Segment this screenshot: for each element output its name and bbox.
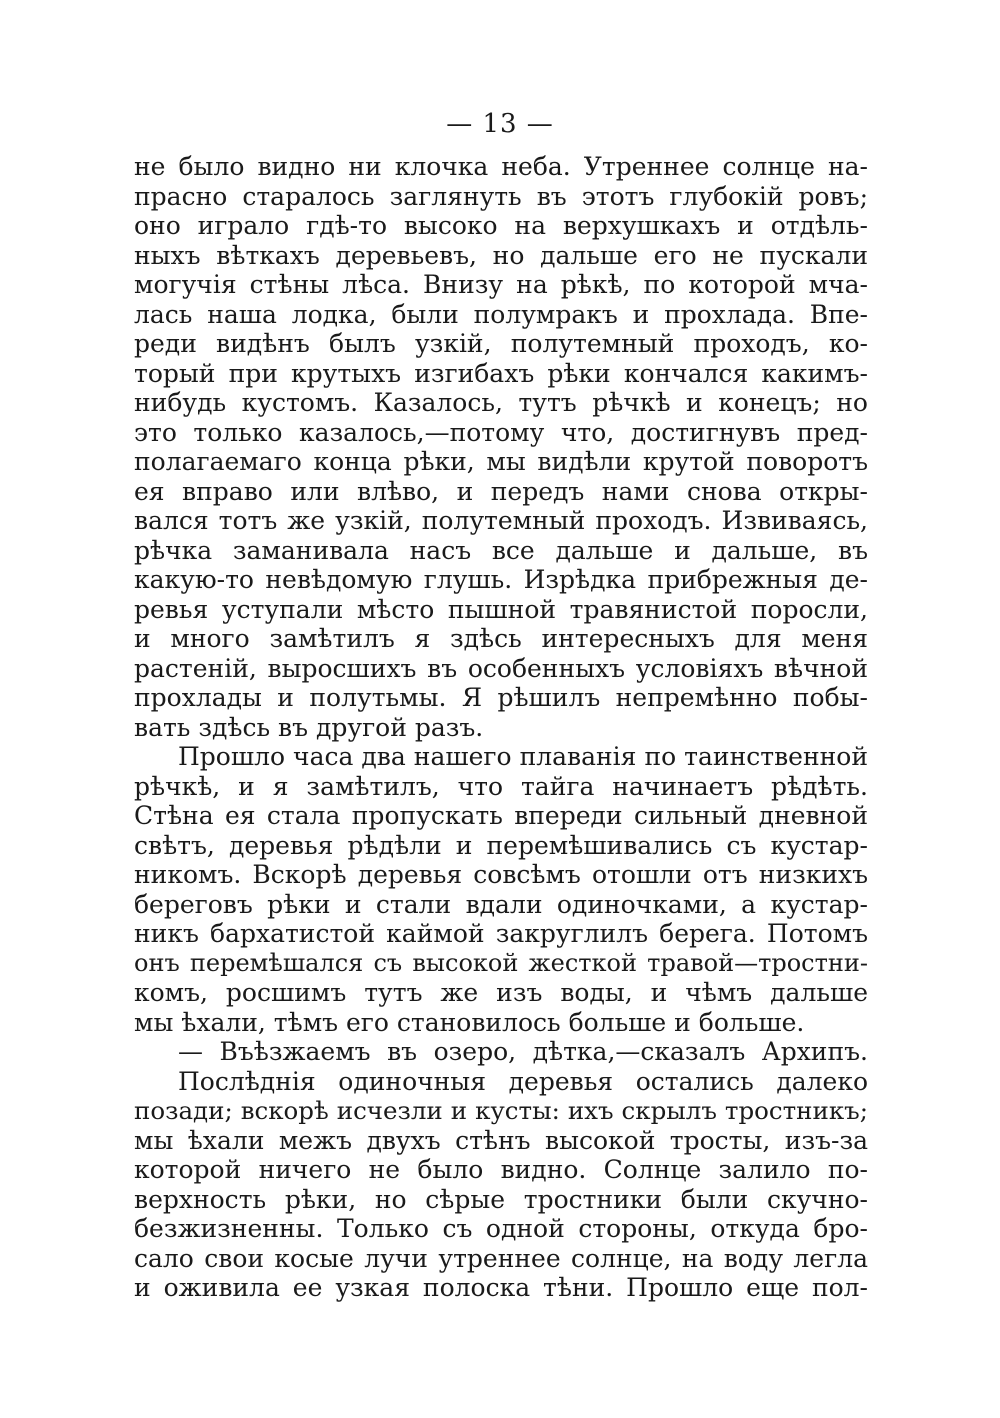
page-number: — 13 — xyxy=(446,109,554,139)
text-line: реди видѣнъ былъ узкій, полутемный проходъ, ко- xyxy=(134,329,868,358)
text-line: свѣтъ, деревья рѣдѣли и перемѣшивались съ кустар- xyxy=(134,830,868,860)
text-line: ныхъ вѣткахъ деревьевъ, но дальше его не пускали xyxy=(134,240,868,270)
text-line: растеній, выросшихъ въ особенныхъ условіяхъ вѣчной xyxy=(134,653,868,683)
text-line: мы ѣхали межъ двухъ стѣнъ высокой тросты, изъ-за xyxy=(134,1125,868,1155)
text-line: могучія стѣны лѣса. Внизу на рѣкѣ, по которой мча- xyxy=(134,270,868,299)
text-line: сало свои косые лучи утреннее солнце, на воду легла xyxy=(134,1243,868,1273)
text-line: лась наша лодка, были полумракъ и прохлада. Впе- xyxy=(134,299,868,329)
text-line: которой ничего не было видно. Солнце залило по- xyxy=(134,1155,868,1184)
text-line: оно играло гдѣ-то высоко на верхушкахъ и отдѣль- xyxy=(134,211,868,240)
text-line: и оживила ее узкая полоска тѣни. Прошло еще пол- xyxy=(134,1273,868,1302)
text-line: рѣчка заманивала насъ все дальше и дальше, въ xyxy=(134,535,868,565)
text-line: Стѣна ея стала пропускать впереди сильный дневной xyxy=(134,801,868,830)
text-line: прохлады и полутьмы. Я рѣшилъ непремѣнно побы- xyxy=(134,683,868,712)
text-line: позади; вскорѣ исчезли и кусты: ихъ скрылъ тростникъ; xyxy=(134,1096,868,1125)
text-line: нибудь кустомъ. Казалось, тутъ рѣчкѣ и конецъ; но xyxy=(134,388,868,417)
text-line: — Въѣзжаемъ въ озеро, дѣтка,—сказалъ Архипъ. xyxy=(178,1037,868,1066)
text-line: вался тотъ же узкій, полутемный проходъ. Извиваясь, xyxy=(134,506,868,535)
text-line: и много замѣтилъ я здѣсь интересныхъ для меня xyxy=(134,624,868,653)
text-line: рѣчкѣ, и я замѣтилъ, что тайга начинаетъ рѣдѣть. xyxy=(134,771,868,801)
text-line: ея вправо или влѣво, и передъ нами снова откры- xyxy=(134,476,868,506)
text-line: ревья уступали мѣсто пышной травянистой поросли, xyxy=(134,594,868,624)
text-line: береговъ рѣки и стали вдали одиночками, а кустар- xyxy=(134,889,868,919)
text-line: никомъ. Вскорѣ деревья совсѣмъ отошли отъ низкихъ xyxy=(134,860,868,889)
text-line: верхность рѣки, но сѣрые тростники были скучно- xyxy=(134,1184,868,1214)
text-line: мы ѣхали, тѣмъ его становилось больше и больше. xyxy=(134,1007,805,1037)
text-line: комъ, росшимъ тутъ же изъ воды, и чѣмъ дальше xyxy=(134,978,868,1007)
text-line: это только казалось,—потому что, достигнувъ пред- xyxy=(134,417,868,447)
body-text xyxy=(134,152,868,1303)
text-line: Послѣднія одиночныя деревья остались далеко xyxy=(178,1066,868,1096)
text-line: вать здѣсь въ другой разъ. xyxy=(134,712,484,742)
text-line: торый при крутыхъ изгибахъ рѣки кончался какимъ- xyxy=(134,358,868,388)
text-line: полагаемаго конца рѣки, мы видѣли крутой поворотъ xyxy=(134,447,868,476)
text-line: онъ перемѣшался съ высокой жесткой травой—тростни- xyxy=(134,948,868,977)
text-line: никъ бархатистой каймой закруглилъ берега. Потомъ xyxy=(134,919,868,948)
text-line: какую-то невѣдомую глушь. Изрѣдка прибрежныя де- xyxy=(134,565,868,594)
text-line: безжизненны. Только съ одной стороны, откуда бро- xyxy=(134,1214,868,1243)
text-line: Прошло часа два нашего плаванія по таинственной xyxy=(178,742,868,771)
text-line: не было видно ни клочка неба. Утреннее солнце на- xyxy=(134,152,868,181)
text-line: прасно старалось заглянуть въ этотъ глубокій ровъ; xyxy=(134,181,868,211)
